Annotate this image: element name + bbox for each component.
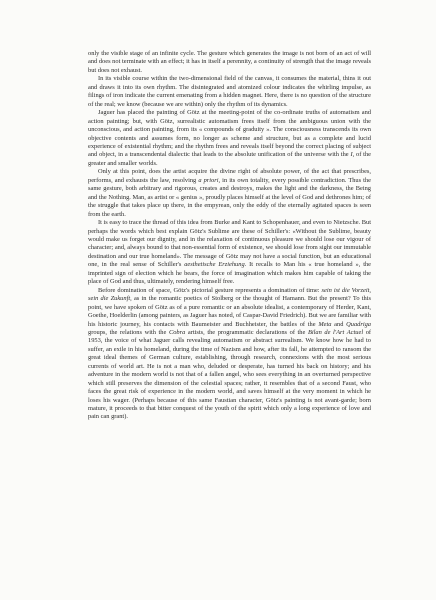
page-text	[88, 50, 371, 422]
text-segment: only the visible stage of an infinite cycle. The gesture which generates the image is not born of an act of will and does not terminate with an effect; it has in itself a perennity, a continuity of strength that the image reveals but does not exhaust.	[88, 50, 371, 74]
text-segment: Before domination of space, Götz's pictorial gesture represents a domination of time:	[98, 286, 322, 294]
italic-text: sein ist die Vorzeit, sein die Zukunft	[88, 286, 371, 303]
text-segment: Only at this point, does the artist acquire the divine right of absolute power, of the act that prescribes, performs, and exhausts the law, resolving	[88, 168, 371, 184]
italic-text: Bilan de l'Art Actuel	[307, 328, 364, 336]
text-segment: , as in the romantic poetics of Stolberg or the thought of Hamann. But the present? To this point, we have spoken of Götz as of a pure romantic or an absolute idealist, a contemporary of Herder, Kant, Goethe, Hoelderlin (among painters, as Jaguer has noted, of Caspar-David Friedrich). But we are familiar with his historic journey, his contacts with Baumeister and Buchheister, the battles of the	[88, 295, 371, 328]
italic-text: aesthetische Erziehung	[184, 261, 245, 269]
text-segment: . It recalls to Man his « true homeland », the imprinted sign of election which he bears, the force of imagination which makes him capable of taking the place of God and thus, ultimately, rendering himself free.	[88, 261, 372, 286]
text-segment: artists, the programmatic declarations of the	[185, 328, 308, 336]
paragraph	[88, 50, 371, 75]
italic-text: a priori	[198, 176, 219, 184]
text-segment: , of the greater and smaller worlds.	[88, 151, 371, 167]
paragraph	[88, 287, 371, 422]
text-segment: It is easy to trace the thread of this idea from Burke and Kant to Schopenhauer, and even to Nietzsche. But perhaps the words which best explain Götz's Sublime are these of Schiller's: «Without the Sublime, beauty would make us forget our dignity, and in the relaxation of continuous pleasure we should lose our vigour of character; and, always bound to that non-essential form of existence, we should lose from sight our immutable destination and our true homeland». The message of Götz may not have a social function, but an educational one, in the real sense of Schiller's	[88, 219, 371, 269]
paragraph	[88, 168, 371, 219]
text-segment: and	[331, 320, 347, 328]
paragraph	[88, 109, 371, 168]
italic-text: Meta	[318, 320, 332, 328]
italic-text: Quadriga	[346, 320, 371, 328]
text-segment: In its visible course within the two-dimensional field of the canvas, it consumes the material, thins it out and draws it into its own rhythm. The disintegrated and atomized colour indicates the whirling impulse, as filings of iron indicate the current emenating from a hidden magnet. Here, there is no question of the structure of the real; we know (because we are within) only the rhythm of its dynamics.	[88, 75, 371, 108]
text-segment: groups, the relations with the	[88, 328, 169, 336]
text-segment: Jaguer has placed the painting of Götz at the meeting-point of the co-ordinate truths of automatism and action painting; but, with Götz, surrealistic automatism frees itself from the ambiguous union with the unconscious, and action painting, from its « compounds of graduity ». The consciousness transcends its own objective contents and assumes form, no longer as scheme and structure, but as a complete and lucid experience of existential rhythm; and the rhythm frees and reveals itself beyond the correct placing of subject and object, in a transcendental dialectic that leads to the absolute unification of the universe with the	[88, 109, 371, 159]
italic-text: I	[350, 151, 353, 159]
paragraph	[88, 219, 371, 287]
paragraph	[88, 75, 371, 109]
italic-text: Cobra	[168, 328, 186, 336]
text-segment: of 1953, the voice of what Jaguer calls revealing automatism or abstract surrealism. We know how he had to suffer, an exile in his homeland, during the time of Nazism and how, after its fall, he attempted to ransom the great ideal themes of German culture, establishing, through research, connexions with the most serious currents of world art. He is not a man who, deluded or desperate, has turned his back on history; and his adventure in the modern world is not that of a fallen angel, who sees everything in an overturned perspective which still preserves the dimension of the celestial spaces; rather, it resembles that of a second Faust, who faces the great risk of experience in the modern world, and saves himself at the very moment in which he loses his wager. (Perhaps because of this same Faustian character, Götz's painting is not avant-garde; born mature, it proceeds to that bitter conquest of the youth of the spirit which only a long experience of love and pain can grant).	[88, 328, 372, 421]
text-segment: , in its own totality, every possible contradiction. Thus the same gesture, both arbitrary and rigorous, creates and destroys, makes the light and the darkness, the Being and the Nothing. Man, as artist or « genius », proudly places himself at the level of God and dethrones him; of the struggle that takes place up there, in the empyrean, only the eddy of the eternally agitated spaces is seen from the earth.	[88, 176, 371, 218]
